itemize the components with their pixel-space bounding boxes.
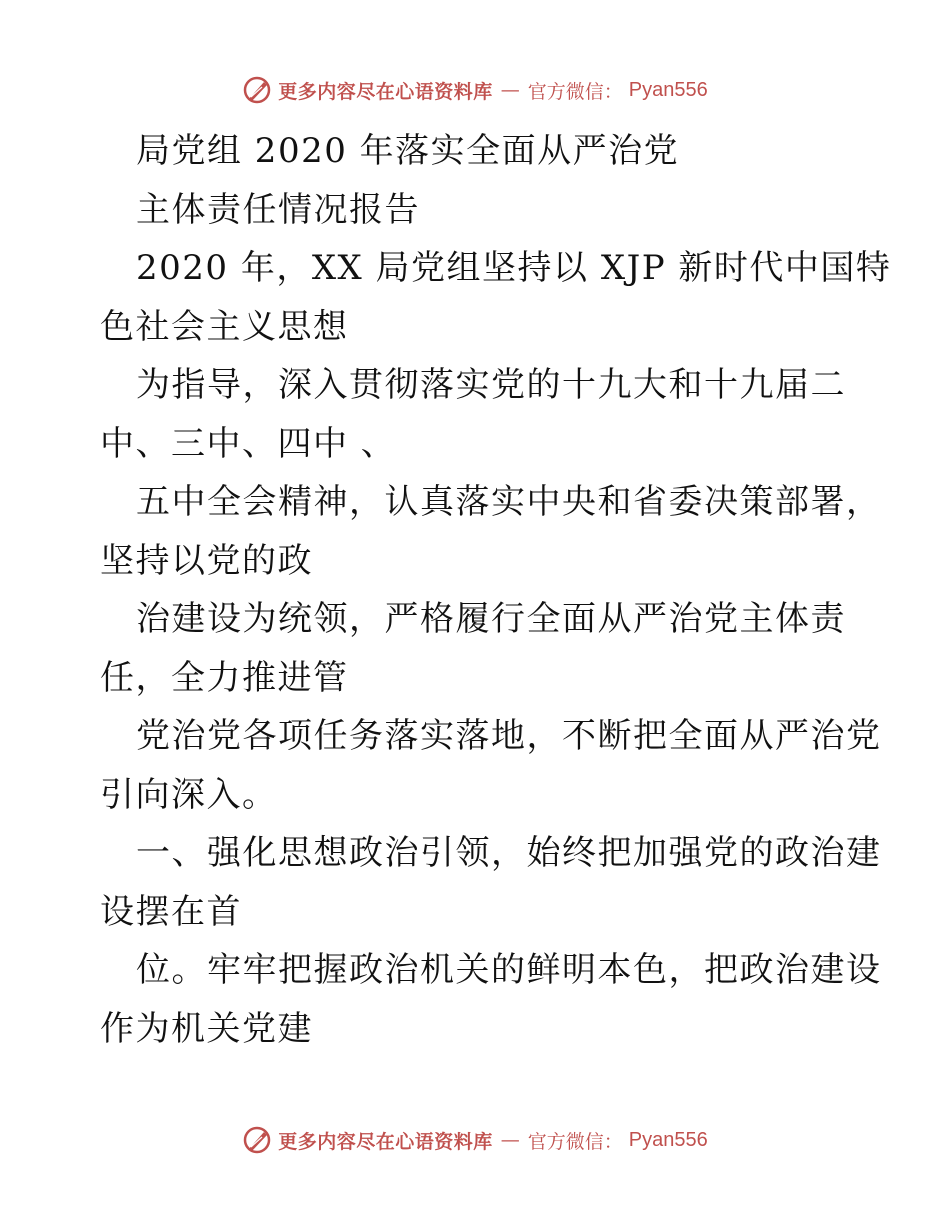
paragraph-line: 引向深入。 [100,774,278,815]
banner-label: 官方微信： [527,80,623,103]
header-watermark-banner [0,70,950,110]
doc-title-line-2: 主体责任情况报告 [136,189,420,230]
paragraph-line: 坚持以党的政 [100,540,313,581]
banner-wechat-id: Pyan556 [628,78,708,101]
paragraph-line: 党治党各项任务落实落地，不断把全面从严治党 [136,716,882,756]
paragraph-line: 五中全会精神，认真落实中央和省委决策部署， [136,482,882,522]
banner-brand: 更多内容尽在心语资料库 [278,80,493,103]
paragraph-line: 任，全力推进管 [100,657,349,698]
paragraph-line: 为指导，深入贯彻落实党的十九大和十九届二 [136,365,846,405]
paragraph-line: 中、三中、四中 、 [100,423,397,464]
banner-wechat-id: Pyan556 [628,1128,708,1151]
section-heading-line: 设摆在首 [100,891,242,932]
banner-label: 官方微信： [527,1130,623,1153]
feather-seal-icon [242,75,272,105]
document-body [100,122,892,1058]
paragraph-line: 作为机关党建 [100,1008,313,1049]
doc-title-line-1: 局党组 2020 年落实全面从严治党 [136,131,680,171]
paragraph-line: 治建设为统领，严格履行全面从严治党主体责 [136,599,846,639]
paragraph-line: 位。牢牢把握政治机关的鲜明本色，把政治建设 [136,950,882,990]
section-heading-line: 一、强化思想政治引领，始终把加强党的政治建 [136,833,882,873]
feather-seal-icon [242,1125,272,1155]
banner-dash: — [500,1129,520,1151]
banner-dash: — [500,79,520,101]
paragraph-line: 2020 年，XX 局党组坚持以 XJP 新时代中国特 [136,248,892,288]
paragraph-line: 色社会主义思想 [100,306,349,347]
banner-brand: 更多内容尽在心语资料库 [278,1130,493,1153]
footer-watermark-banner [0,1120,950,1160]
